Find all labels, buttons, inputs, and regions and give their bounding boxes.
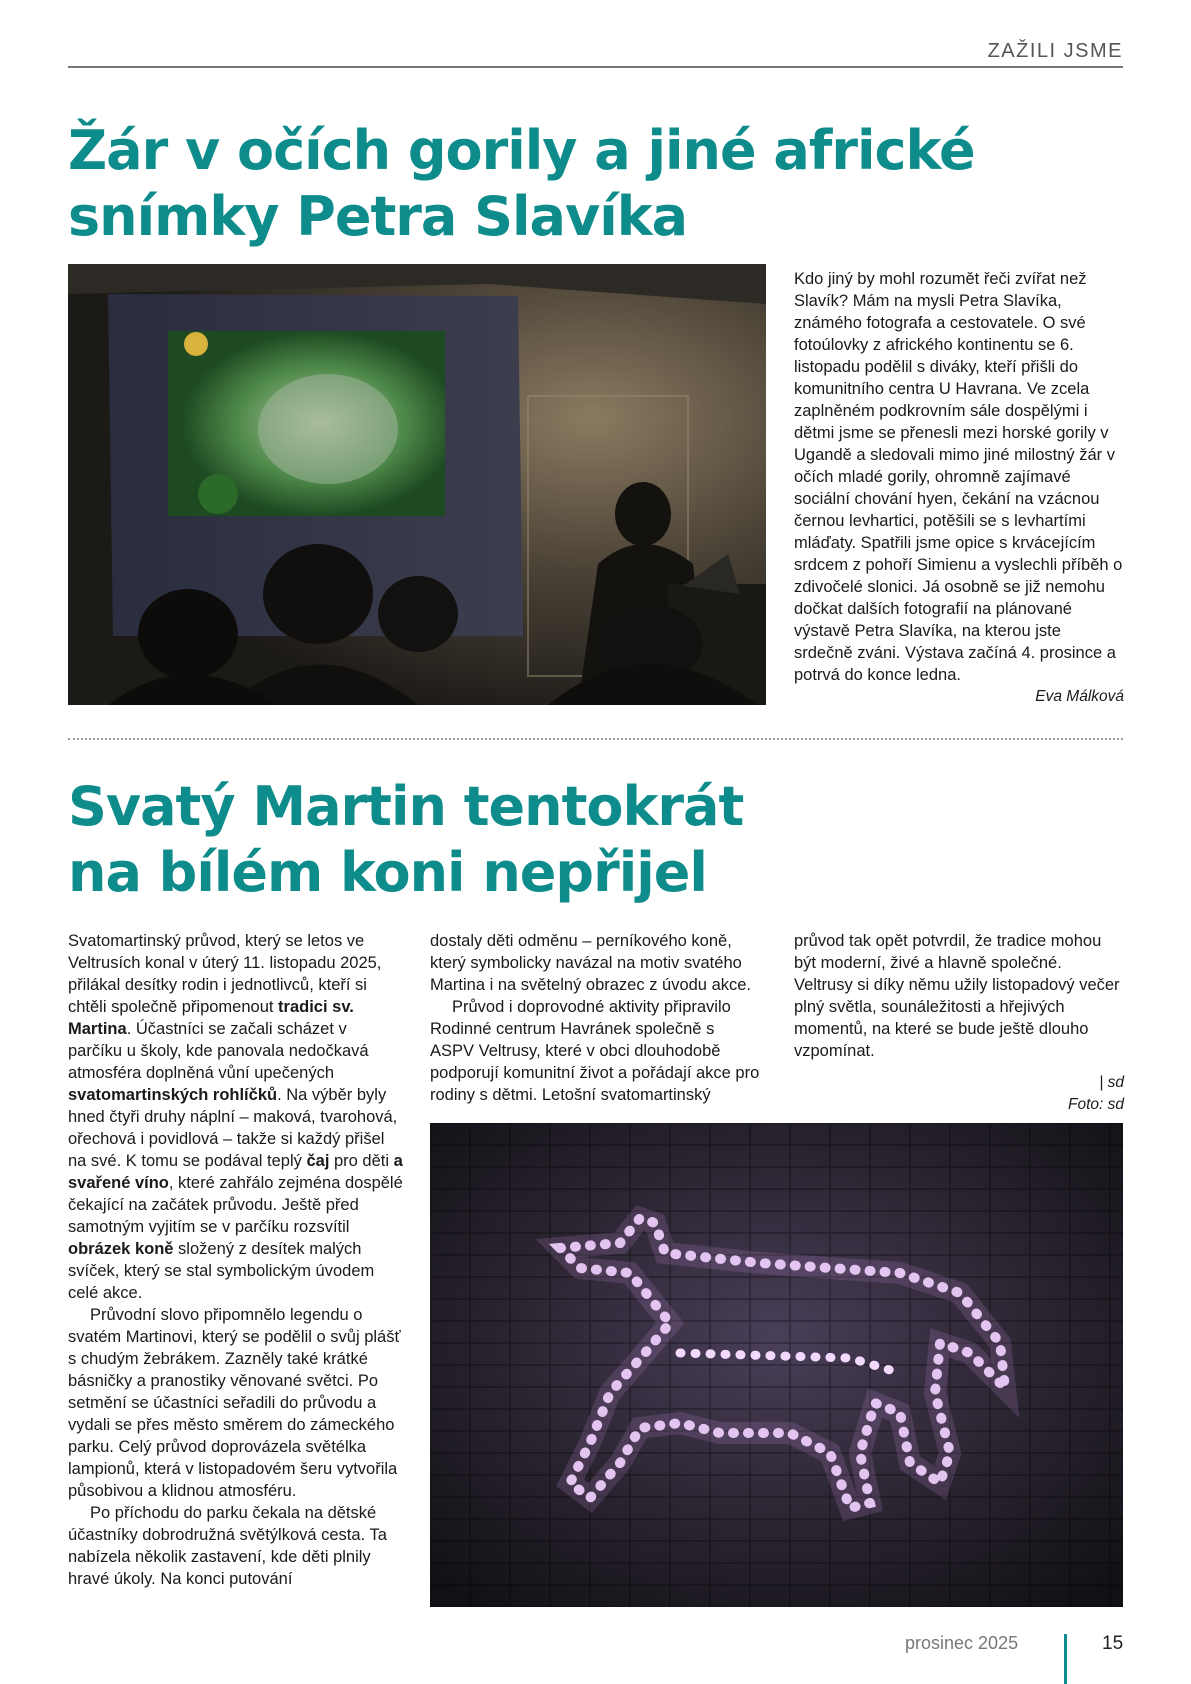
article2-title-line1: Svatý Martin tentokrát bbox=[68, 775, 744, 838]
article2-title bbox=[68, 774, 1118, 906]
lecture-photo bbox=[68, 264, 766, 705]
article2-column3 bbox=[794, 930, 1124, 1116]
article2-paragraph4: dostaly děti odměnu – perníkového koně, který symbolicky navázal na motiv svatého Martina i na světelný obrazec z úvodu akce. bbox=[430, 932, 752, 994]
article2-paragraph2: Průvodní slovo připomnělo legendu o svatém Martinovi, který se podělil o svůj plášť s chudým žebrákem. Zazněly také krátké básničky a pranostiky věnované světci. Po setmění se účastníci seřadili do průvodu a vydali se přes město směrem do zámeckého parku. Celý průvod doprovázela světélka lampionů, která v listopadovém šeru vytvořila působivou a klidnou atmosféru. bbox=[68, 1306, 401, 1500]
article1-title bbox=[68, 118, 1118, 250]
article2-column1 bbox=[68, 930, 404, 1590]
article2-title-line2: na bílém koni nepřijel bbox=[68, 841, 707, 904]
article1-title-line1: Žár v očích gorily a jiné africké bbox=[68, 119, 975, 182]
article2-paragraph3: Po příchodu do parku čekala na dětské účastníky dobrodružná světýlková cesta. Ta nabízela několik zastavení, kde děti plnily hravé úkoly. Na konci putování bbox=[68, 1504, 387, 1588]
article2-paragraph5: Průvod i doprovodné aktivity připravilo Rodinné centrum Havránek společně s ASPV Veltrusy, které v obci dlouhodobě podporují komunitní život a pořádají akce pro rodiny s dětmi. Letošní svatomartinský bbox=[430, 998, 760, 1104]
article-divider bbox=[68, 738, 1123, 740]
section-label: ZAŽILI JSME bbox=[987, 40, 1123, 62]
article1-title-line2: snímky Petra Slavíka bbox=[68, 185, 688, 248]
article1-body bbox=[794, 268, 1124, 708]
article2-paragraph1: Svatomartinský průvod, který se letos ve Veltrusích konal v úterý 11. listopadu 2025, přilákal desítky rodin i jednotlivců, kteří si chtěli společně připomenout tradici sv. Martina. Účastníci se začali scházet v parčíku u školy, kde panovala nedočkavá atmosféra doplněná vůní upečených svatomartinských rohlíčků. Na výběr byly hned čtyři druhy náplní – maková, tvarohová, ořechová i povidlová – takže si každý přišel na své. K tomu se podával teplý čaj pro děti a svařené víno, které zahřálo zejména dospělé čekající na začátek průvodu. Ještě před samotným vyjitím se v parčíku rozsvítil obrázek koně složený z desítek malých svíček, který se stal symbolickým úvodem celé akce. bbox=[68, 932, 403, 1302]
article2-photo-credit: Foto: sd bbox=[1068, 1096, 1124, 1113]
footer-divider bbox=[1064, 1634, 1067, 1684]
article2-author: | sd bbox=[1099, 1074, 1124, 1091]
article2-column2 bbox=[430, 930, 760, 1106]
article1-paragraph: Kdo jiný by mohl rozumět řeči zvířat než Slavík? Mám na mysli Petra Slavíka, známého fotografa a cestovatele. O své fotoúlovky z afrického kontinentu se 6. listopadu podělil s diváky, kteří přišli do komunitního centra U Havrana. Ve zcela zaplněném podkrovním sále dospělými i dětmi jsme se přenesli mezi horské gorily v Ugandě a sledovali mimo jiné milostný žár v očích mladé gorily, ohromně zajímavé sociální chování hyen, čekání na vzácnou černou levhartici, potěšili se s levhartími mláďaty. Spatřili jsme opice s krvácejícím srdcem z pohoří Simienu a vyslechli příběh o zdivočelé slonici. Já osobně se již nemohu dočkat dalších fotografií na plánované výstavě Petra Slavíka, na kterou jste srdečně zváni. Výstava začíná 4. prosince a potrvá do konce ledna. bbox=[794, 270, 1123, 684]
article1-author: Eva Málková bbox=[1035, 688, 1124, 705]
page-number: 15 bbox=[1102, 1633, 1124, 1654]
header-rule bbox=[68, 66, 1123, 68]
article2-paragraph6: průvod tak opět potvrdil, že tradice mohou být moderní, živé a hlavně společné. Veltrusy si díky němu užily listopadový večer plný světla, sounáležitosti a hřejivých momentů, na které se bude ještě dlouho vzpomínat. bbox=[794, 932, 1120, 1060]
footer-month: prosinec 2025 bbox=[905, 1633, 1019, 1653]
candle-horse-photo bbox=[430, 1123, 1123, 1607]
